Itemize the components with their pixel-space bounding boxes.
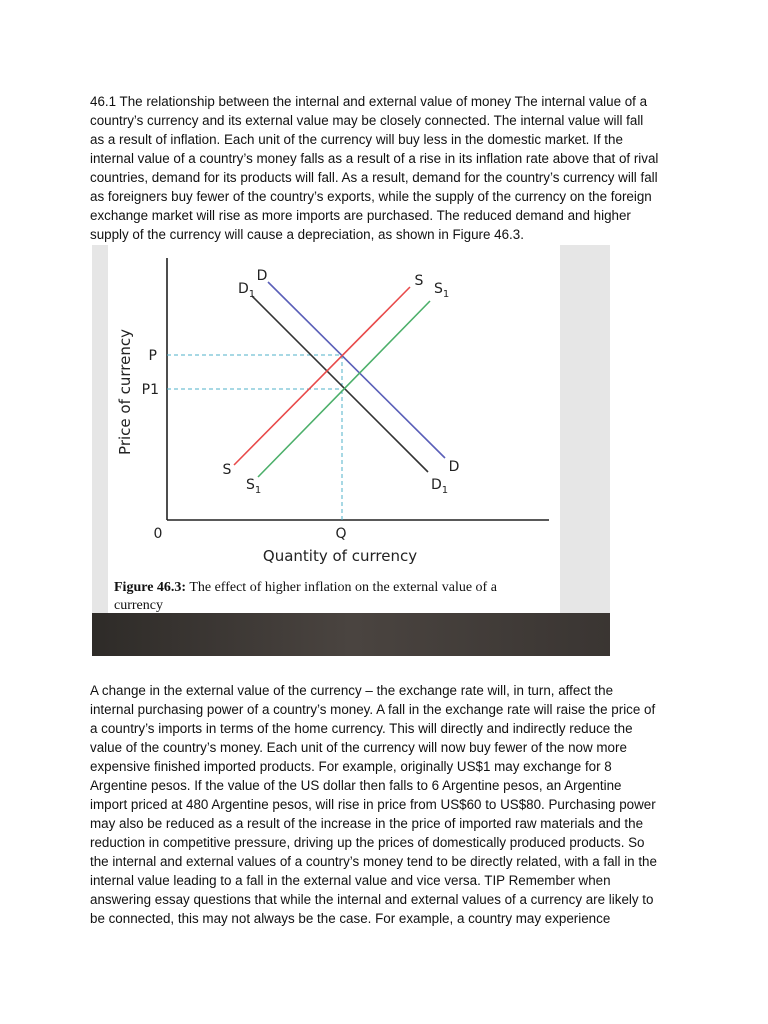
label-d-top: D [256,268,268,284]
figure-caption-line1: Figure 46.3: The effect of higher inflation on the external value of a [114,580,497,595]
label-d-bottom: D [448,459,460,475]
figure-panel [108,245,560,613]
label-d1-top: $D_1$ [238,281,256,300]
y-axis-label: Price of currency [116,329,134,455]
paragraph-intro: 46.1 The relationship between the internal and external value of money The internal value of a country’s currency and its external value may be closely connected. The internal value will fall as a result of inflation. Each unit of the currency will buy less in the domestic market. If the internal value of a country’s money falls as a result of a rise in its inflation rate above that of rival countries, demand for its products will fall. As a result, demand for the country’s currency will fall as foreigners buy fewer of the country’s exports, while the supply of the currency on the foreign exchange market will rise as more imports are purchased. The reduced demand and higher supply of the currency will cause a depreciation, as shown in Figure 46.3. [90,94,659,242]
label-s-top: S [414,273,424,289]
figure-caption-line2: currency [114,598,163,613]
label-s1-top: $S_1$ [434,281,450,300]
x-axis-label: Quantity of currency [262,547,418,565]
exchange-rate-diagram [108,245,560,613]
figure-dark-bar [92,613,610,656]
tick-label-p1: P1 [141,382,159,398]
demand-curve-d [268,282,445,458]
supply-curve-s [234,287,410,465]
label-s-bottom: S [222,462,232,478]
tick-label-q: Q [335,526,347,542]
tick-label-p: P [148,348,157,364]
figure-46-3 [92,245,610,656]
label-s1-bottom: $S_1$ [246,477,262,496]
demand-curve-d1 [252,296,428,472]
label-d1-bottom: $D_1$ [431,477,449,496]
origin-label: 0 [153,526,163,542]
paragraph-exchange-rate: A change in the external value of the currency – the exchange rate will, in turn, affect the internal purchasing power of a country’s money. A fall in the exchange rate will raise the price of a country’s imports in terms of the home currency. This will directly and indirectly reduce the value of the country’s money. Each unit of the currency will now buy fewer of the now more expensive finished imported products. For example, originally US$1 may exchange for 8 Argentine pesos. If the value of the US dollar then falls to 6 Argentine pesos, an Argentine import priced at 480 Argentine pesos, will rise in price from US$60 to US$80. Purchasing power may also be reduced as a result of the increase in the price of imported raw materials and the reduction in competitive pressure, driving up the prices of domestically produced products. So the internal and external values of a country’s money tend to be directly related, with a fall in the internal value leading to a fall in the external value and vice versa. TIP Remember when answering essay questions that while the internal and external values of a currency are likely to be connected, this may not always be the case. For example, a country may experience [90,683,657,926]
